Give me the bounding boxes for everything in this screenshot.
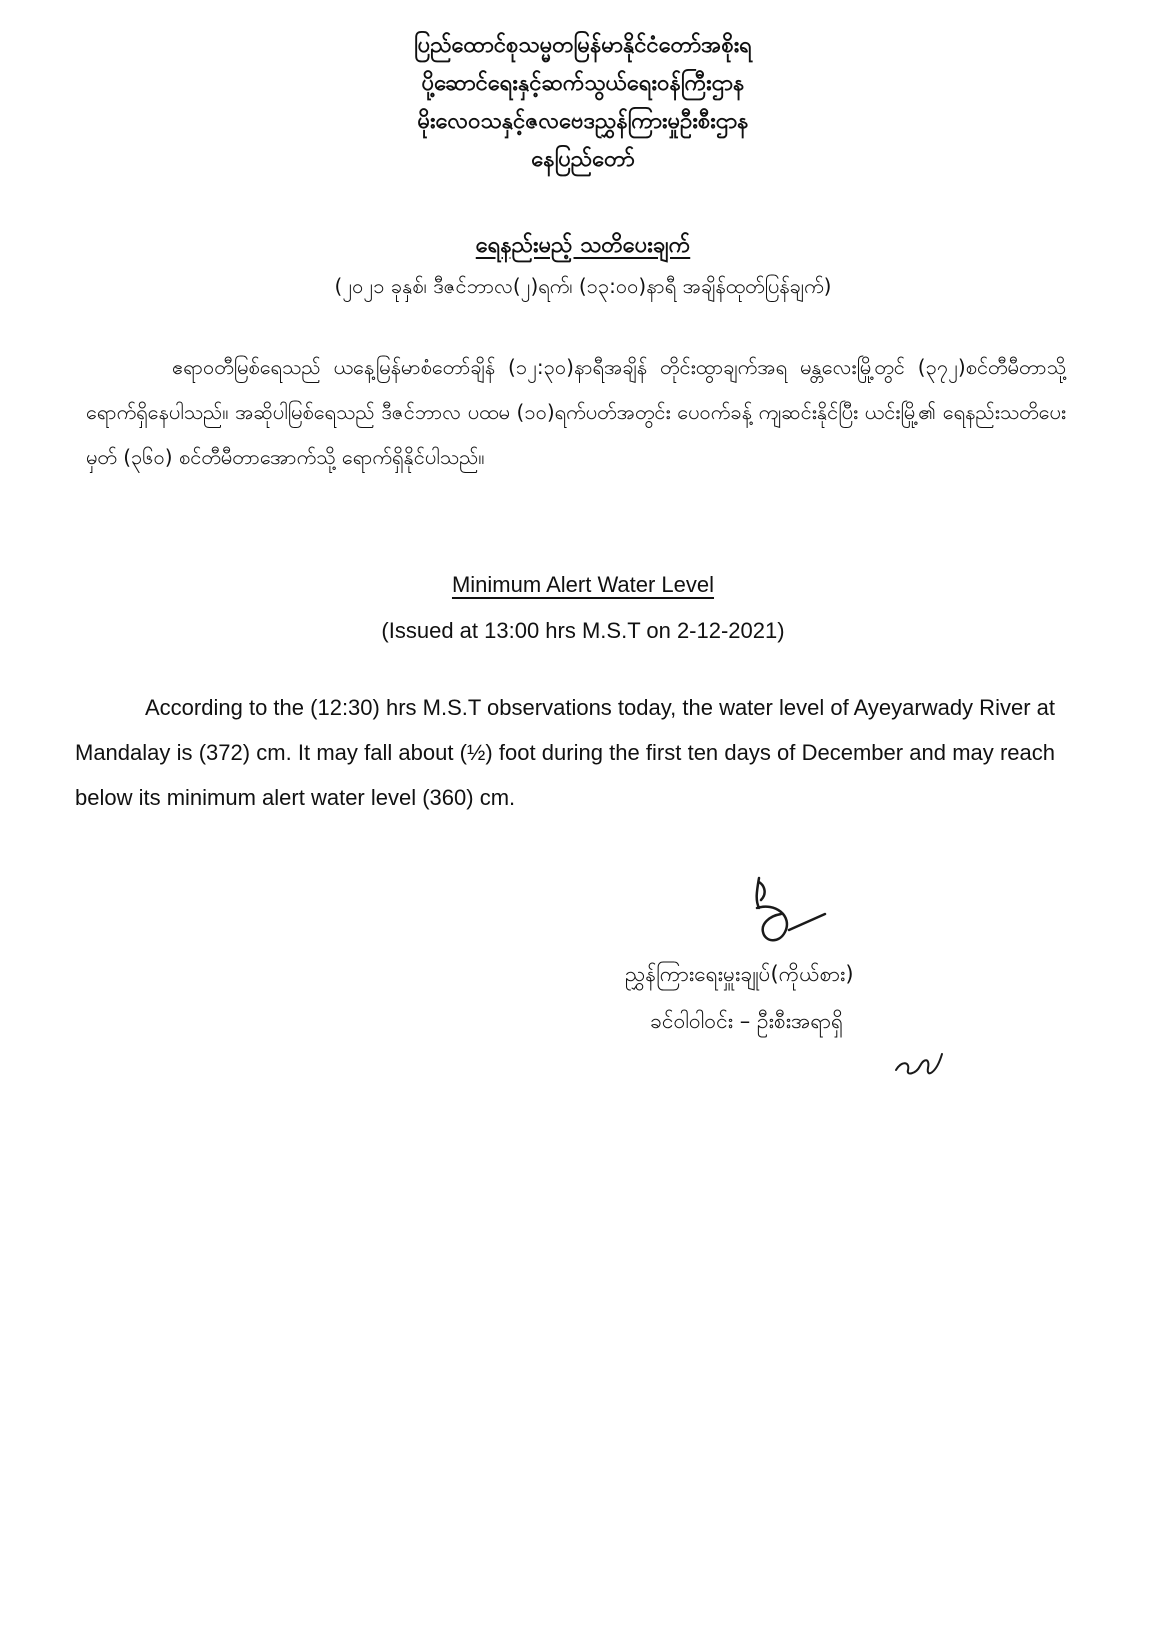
en-notice-body: According to the (12:30) hrs M.S.T observations today, the water level of Ayeyarwady River at Mandalay is (372) cm. It may fall about (½) foot during the first ten days of December and may reach below its minimum alert water level (360) cm. <box>75 695 1055 810</box>
mm-notice-body: ဧရာဝတီမြစ်ရေသည် ယနေ့မြန်မာစံတော်ချိန် (၁၂:၃၀)နာရီအချိန် တိုင်းထွာချက်အရ မန္တလေးမြို့တွင် (၃၇၂)စင်တီမီတာသို့ ရောက်ရှိနေပါသည်။ အဆိုပါမြစ်ရေသည် ဒီဇင်ဘာလ ပထမ (၁၀)ရက်ပတ်အတွင်း ပေဝက်ခန့် ကျဆင်းနိုင်ပြီး ယင်းမြို့၏ ရေနည်းသတိပေးမှတ် (၃၆၀) စင်တီမီတာအောက်သို့ ရောက်ရှိနိုင်ပါသည်။ <box>86 355 1066 469</box>
en-notice-title: Minimum Alert Water Level <box>451 572 715 597</box>
header-government: ပြည်ထောင်စုသမ္မတမြန်မာနိုင်ငံတော်အစိုးရ <box>414 33 752 58</box>
mm-notice-issued: (၂၀၂၁ ခုနှစ်၊ ဒီဇင်ဘာလ(၂)ရက်၊ (၁၃:၀၀)နာရီ အချိန်ထုတ်ပြန်ချက်) <box>334 274 832 298</box>
en-notice-issued: (Issued at 13:00 hrs M.S.T on 2-12-2021) <box>381 618 785 643</box>
signatory-name: ခင်ဝါဝါဝင်း – ဦးစီးအရာရှိ <box>650 1009 844 1033</box>
header-city: နေပြည်တော် <box>531 147 635 172</box>
signature-mark <box>745 872 845 952</box>
header-department: မိုးလေဝသနှင့်ဇလဗေဒညွှန်ကြားမှုဦးစီးဌာန <box>417 109 749 134</box>
initial-mark <box>890 1040 950 1085</box>
header-ministry: ပို့ဆောင်ရေးနှင့်ဆက်သွယ်ရေးဝန်ကြီးဌာန <box>421 71 745 96</box>
mm-notice-title: ရေနည်းမည့် သတိပေးချက် <box>475 233 691 258</box>
signatory-title: ညွှန်ကြားရေးမှူးချုပ်(ကိုယ်စား) <box>625 962 854 986</box>
